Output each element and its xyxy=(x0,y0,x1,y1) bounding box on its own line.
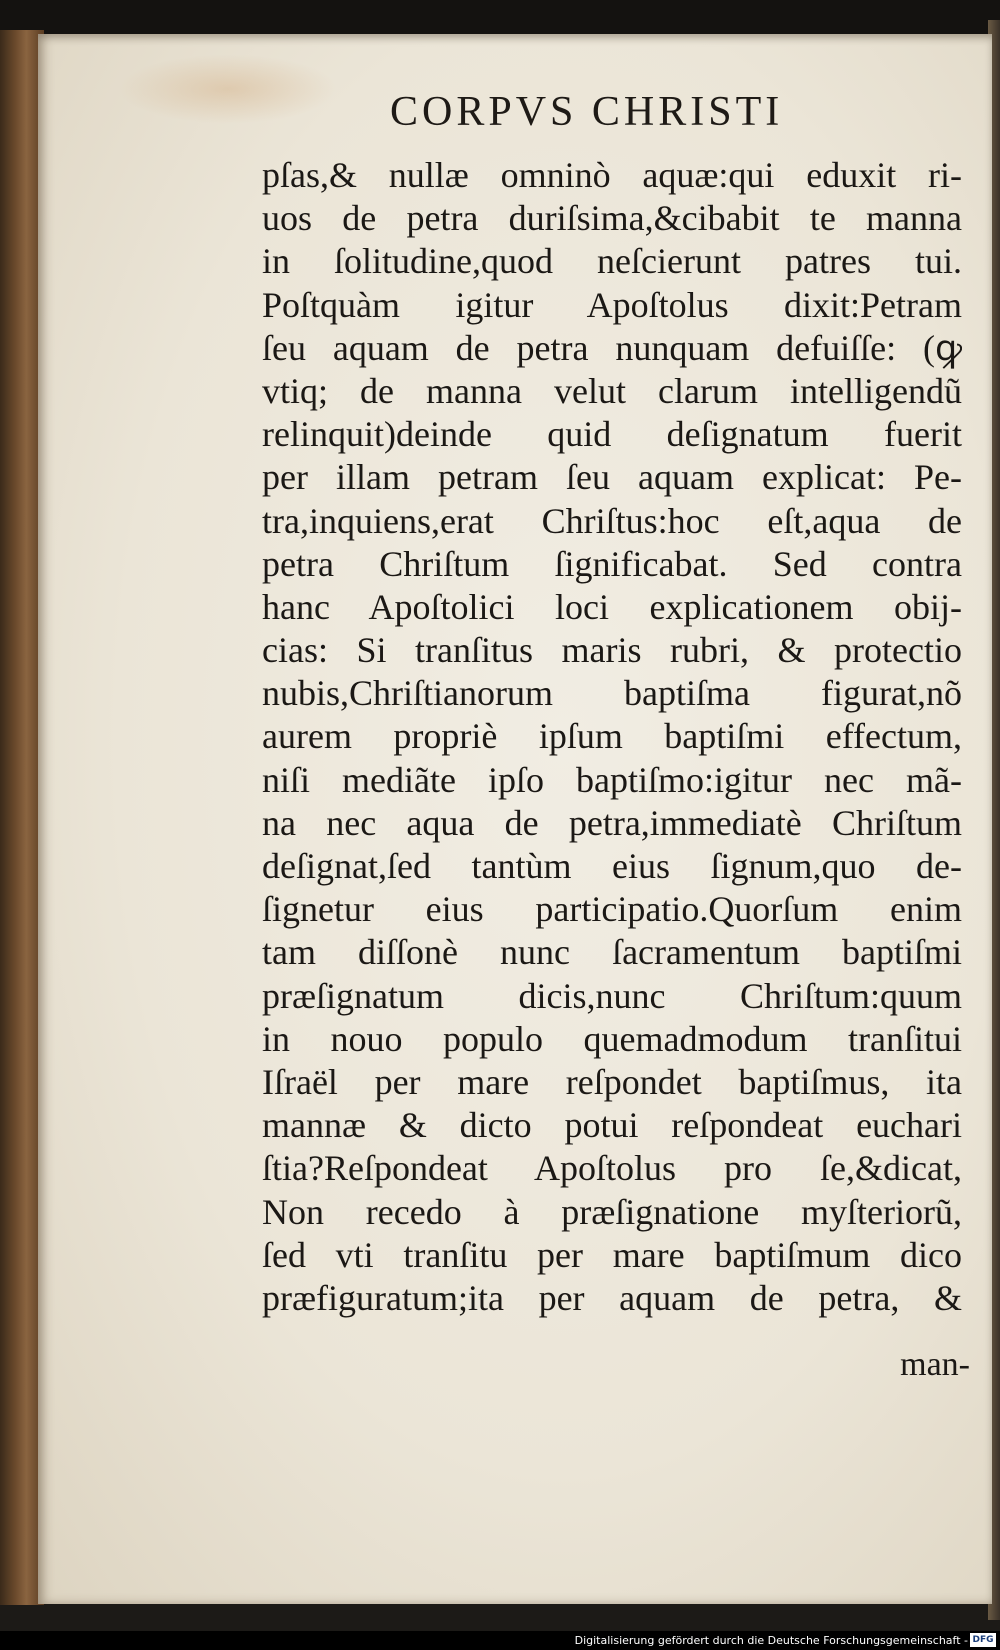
text-line: deſignat,ſed tantùm eius ſignum,quo de- xyxy=(262,846,962,886)
text-line: vtiq; de manna velut clarum intelligendũ xyxy=(262,370,962,411)
text-line: ſed vti tranſitu per mare baptiſmum dico xyxy=(262,1234,962,1275)
text-line: na nec aqua de petra,immediatè Chriſtum xyxy=(262,802,962,843)
text-line: mannæ & dicto potui reſpondeat euchari xyxy=(262,1105,962,1146)
catchword: man- xyxy=(900,1346,970,1383)
text-line: ſignetur eius participatio.Quorſum enim xyxy=(262,889,962,930)
text-line: relinquit)deinde quid deſignatum fuerit xyxy=(262,414,962,455)
text-line: petra Chriſtum ſignificabat. Sed contra xyxy=(262,543,962,584)
text-line: uos de petra duriſsima,&cibabit te manna xyxy=(262,198,962,239)
text-line: hanc Apoſtolici loci explicationem obij- xyxy=(262,586,962,627)
text-line: Non recedo à præſignatione myſteriorũ, xyxy=(262,1191,962,1232)
text-line: ſtia?Reſpondeat Apoſtolus pro ſe,&dicat, xyxy=(262,1148,962,1189)
text-line: aurem propriè ipſum baptiſmi effectum, xyxy=(262,716,962,757)
funding-notice: Digitalisierung gefördert durch die Deutsche Forschungsgemeinschaft - xyxy=(574,1634,968,1647)
text-line: tam diſſonè nunc ſacramentum baptiſmi xyxy=(262,932,962,973)
text-line: per illam petram ſeu aquam explicat: Pe- xyxy=(262,457,962,498)
running-head: CORPVS CHRISTI xyxy=(390,89,784,135)
text-line: in ſolitudine,quod neſcierunt patres tui. xyxy=(262,241,962,282)
text-line: tra,inquiens,erat Chriſtus:hoc eſt,aqua de xyxy=(262,500,962,541)
dfg-logo-icon: DFG xyxy=(970,1633,996,1647)
body-text xyxy=(262,154,962,1320)
text-line: niſi mediãte ipſo baptiſmo:igitur nec mã- xyxy=(262,759,962,800)
text-line: in nouo populo quemadmodum tranſitui xyxy=(262,1018,962,1059)
text-line: Iſraël per mare reſpondet baptiſmus, ita xyxy=(262,1061,962,1102)
text-line: præſignatum dicis,nunc Chriſtum:quum xyxy=(262,975,962,1016)
text-line: ſeu aquam de petra nunquam defuiſſe: (ꝙ xyxy=(262,327,962,368)
text-line: pſas,& nullæ omninò aquæ:qui eduxit ri- xyxy=(262,155,962,195)
digitization-footer xyxy=(0,1631,1000,1650)
paper-stain xyxy=(118,54,338,124)
scan-top-margin xyxy=(0,0,1000,38)
text-line: cias: Si tranſitus maris rubri, & protectio xyxy=(262,630,962,671)
text-line: nubis,Chriſtianorum baptiſma figurat,nõ xyxy=(262,673,962,714)
text-line: præfiguratum;ita per aquam de petra, & xyxy=(262,1277,962,1318)
text-line: Poſtquàm igitur Apoſtolus dixit:Petram xyxy=(262,284,962,325)
